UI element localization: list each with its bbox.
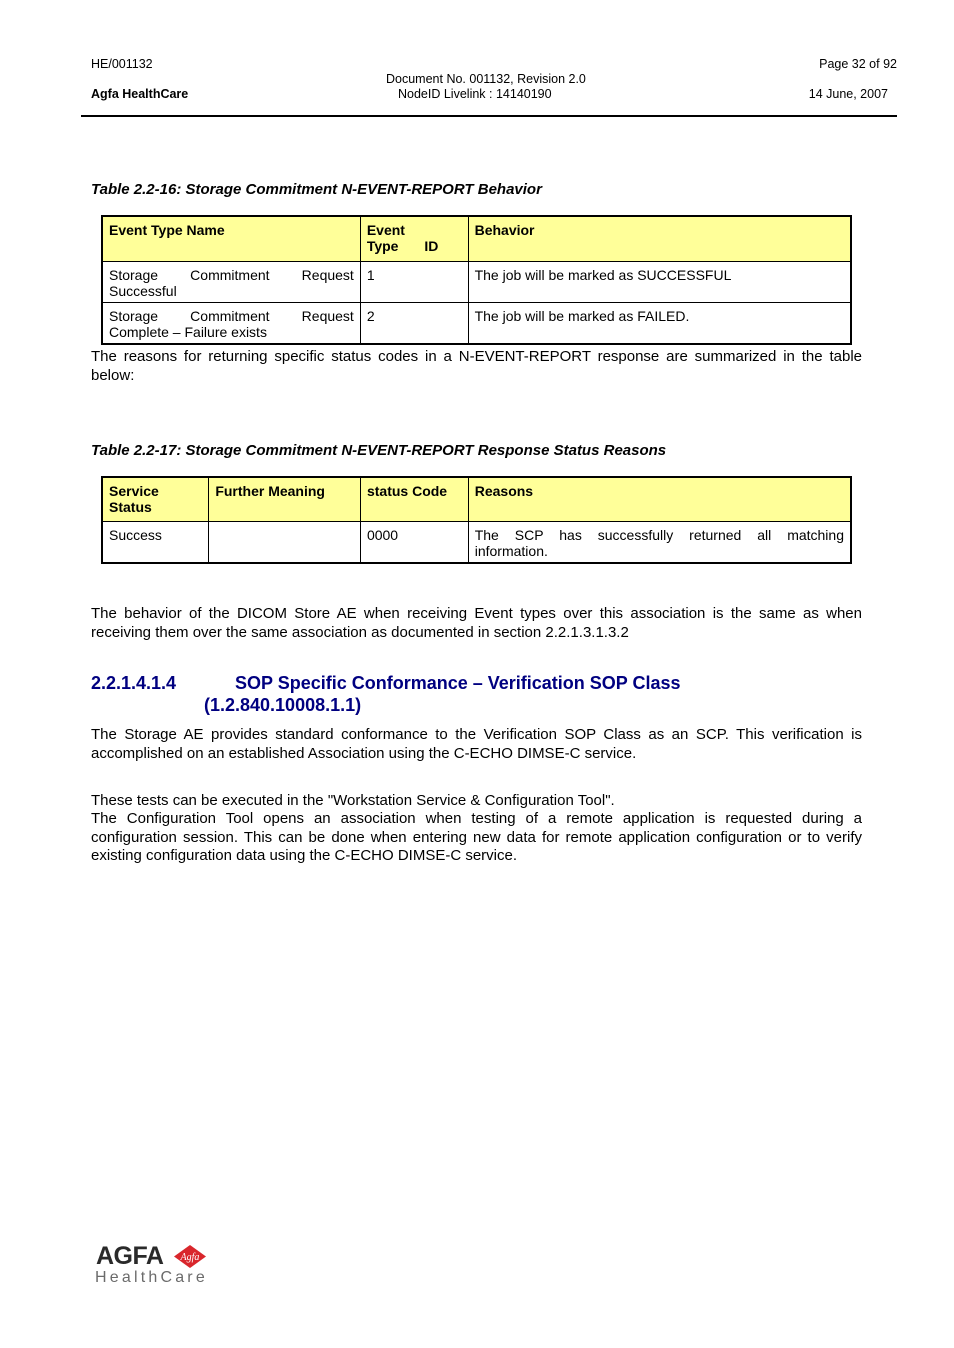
table1-caption: Table 2.2-16: Storage Commitment N-EVENT-REPORT Behavior [91, 181, 542, 198]
paragraph-status-intro: The reasons for returning specific status codes in a N-EVENT-REPORT response are summarized in the table below: [91, 348, 862, 384]
agfa-healthcare-logo [94, 1240, 224, 1290]
paragraph-behavior: The behavior of the DICOM Store AE when receiving Event types over this association is the same as when receiving them over the same association as documented in section 2.2.1.3.1.3.2 [91, 605, 862, 641]
table1-header-id: Event Type ID [360, 216, 468, 261]
table2-reasons-line1: The SCP has successfully returned all matching [474, 526, 844, 543]
table2-cell-status: Success [102, 521, 209, 563]
table1-cell-name [102, 261, 360, 302]
table1-cell-id: 1 [360, 261, 468, 302]
logo-wordmark: AGFA [96, 1242, 164, 1270]
section-number: 2.2.1.4.1.4 [91, 673, 177, 693]
table1-header-name: Event Type Name [102, 216, 360, 261]
table2-reasons-line2: information. [474, 542, 548, 559]
doc-number: Document No. 001132, Revision 2.0 [386, 72, 586, 86]
table2-header-status: Service Status [102, 477, 209, 521]
table-row [102, 302, 851, 344]
section-title-line1: SOP Specific Conformance – Verification SOP Class [235, 673, 681, 693]
table2-header-reasons: Reasons [468, 477, 851, 521]
paragraph-tests-line1: These tests can be executed in the "Workstation Service & Configuration Tool". [91, 792, 615, 809]
table2-caption: Table 2.2-17: Storage Commitment N-EVENT-REPORT Response Status Reasons [91, 442, 667, 459]
table2-header-row [102, 477, 851, 521]
table2 [101, 476, 852, 564]
table1-name-line1: Storage Commitment Request [109, 307, 354, 324]
table1 [101, 215, 852, 345]
logo-tagline: HealthCare [95, 1269, 208, 1286]
table-row [102, 261, 851, 302]
company-name: Agfa HealthCare [91, 87, 189, 101]
table2-header-meaning: Further Meaning [209, 477, 361, 521]
doc-id: HE/001132 [91, 57, 153, 71]
table-row [102, 521, 851, 563]
table2-cell-reasons [468, 521, 851, 563]
header-rule [81, 115, 897, 117]
table1-name-line2: Complete – Failure exists [109, 323, 267, 340]
doc-date: 14 June, 2007 [808, 87, 888, 101]
table1-name-line2: Successful [109, 282, 177, 299]
table1-header-behavior: Behavior [468, 216, 851, 261]
table1-cell-behavior: The job will be marked as FAILED. [468, 302, 851, 344]
table1-cell-behavior: The job will be marked as SUCCESSFUL [468, 261, 851, 302]
agfa-rhombus-icon [172, 1244, 208, 1269]
table1-name-line1: Storage Commitment Request [109, 266, 354, 283]
table2-header-code: status Code [360, 477, 468, 521]
paragraph-verification: The Storage AE provides standard conformance to the Verification SOP Class as an SCP. This verification is accomplished on an established Association using the C-ECHO DIMSE-C service. [91, 726, 862, 762]
table1-cell-name [102, 302, 360, 344]
node-id: NodeID Livelink : 14140190 [398, 87, 552, 101]
table2-cell-meaning [209, 521, 361, 563]
page-number: Page 32 of 92 [819, 57, 897, 71]
table1-cell-id: 2 [360, 302, 468, 344]
svg-text:Agfa: Agfa [180, 1252, 200, 1263]
paragraph-config-tool: The Configuration Tool opens an association when testing of a remote application is requested during a configuration session. This can be done when entering new data for remote application configuration or to verify existing configuration data using the C-ECHO DIMSE-C service. [91, 810, 862, 864]
table1-header-row [102, 216, 851, 261]
table2-cell-code: 0000 [360, 521, 468, 563]
section-title-line2: (1.2.840.10008.1.1) [204, 695, 362, 715]
